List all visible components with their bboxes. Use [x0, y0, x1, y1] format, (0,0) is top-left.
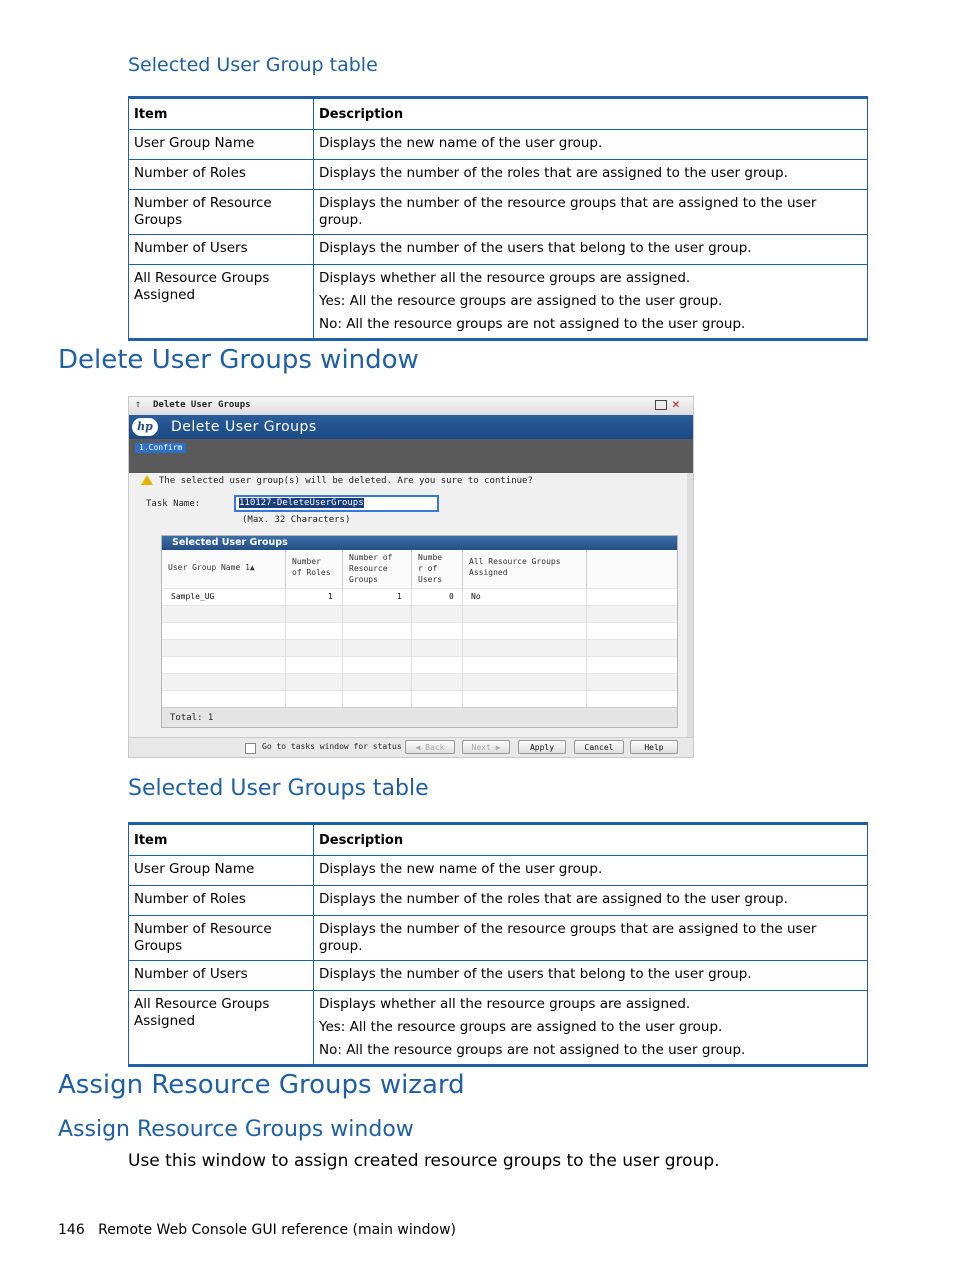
description-line: Displays whether all the resource groups are assigned.: [319, 996, 691, 1012]
table-body: [129, 130, 868, 340]
cell-item: Number of Resource Groups: [129, 190, 314, 235]
cell-description: [314, 886, 868, 916]
collapse-icon[interactable]: ⇑: [135, 399, 142, 410]
section-title-selected-user-groups: Selected User Groups table: [128, 776, 429, 801]
heading-delete-user-groups-window: Delete User Groups window: [58, 345, 419, 375]
description-line: No: All the resource groups are not assigned to the user group.: [319, 1042, 746, 1058]
table-row: [129, 265, 868, 340]
footer-text: Remote Web Console GUI reference (main window): [98, 1222, 457, 1238]
cell-number-of-roles: 1: [328, 592, 333, 601]
page-footer: [58, 1222, 456, 1238]
help-button[interactable]: Help: [630, 740, 678, 754]
table-body: [129, 856, 868, 1066]
column-header-description: Description: [314, 824, 868, 856]
cell-number-of-resource-groups: 1: [397, 592, 402, 601]
cell-item: Number of Users: [129, 961, 314, 991]
cell-number-of-users: 0: [449, 592, 454, 601]
confirm-message: The selected user group(s) will be deleted. Are you sure to continue?: [159, 476, 533, 486]
table-row: [129, 235, 868, 265]
selected-user-group-table: [128, 96, 868, 341]
column-divider: [586, 588, 587, 708]
column-header-description: Description: [314, 98, 868, 130]
table-row: [129, 190, 868, 235]
column-all-resource-groups-assigned[interactable]: All Resource Groups Assigned: [463, 550, 587, 588]
description-line: Displays the new name of the user group.: [319, 135, 603, 151]
description-line: Yes: All the resource groups are assigned to the user group.: [319, 293, 723, 309]
goto-tasks-checkbox[interactable]: [245, 743, 256, 754]
table-row: [162, 656, 677, 673]
column-header-item: Item: [129, 824, 314, 856]
column-divider: [462, 588, 463, 708]
cell-description: [314, 961, 868, 991]
selected-user-groups-table: [128, 822, 868, 1067]
max-characters-hint: (Max. 32 Characters): [242, 515, 351, 525]
table-row[interactable]: [162, 588, 677, 605]
table-row: [129, 916, 868, 961]
window-titlebar: [129, 397, 693, 416]
cell-item: User Group Name: [129, 130, 314, 160]
table-row: [162, 605, 677, 622]
table-row: [162, 690, 677, 707]
description-line: Displays the new name of the user group.: [319, 861, 603, 877]
section-title-selected-user-group: Selected User Group table: [128, 54, 378, 76]
cell-all-assigned: No: [471, 592, 481, 601]
page-number: 146: [58, 1222, 85, 1238]
column-number-of-users[interactable]: Numbe r of Users: [412, 550, 463, 588]
description-line: Displays the number of the resource groups that are assigned to the user group.: [319, 921, 817, 954]
next-button[interactable]: Next ▶: [462, 740, 510, 754]
table-row: [129, 160, 868, 190]
column-user-group-name[interactable]: User Group Name 1▲: [162, 550, 286, 588]
cell-description: [314, 160, 868, 190]
close-icon[interactable]: ✕: [672, 397, 680, 412]
cell-description: [314, 190, 868, 235]
table-row: [129, 961, 868, 991]
cell-item: All Resource Groups Assigned: [129, 265, 314, 340]
table-row: [162, 673, 677, 690]
cell-user-group-name: Sample_UG: [171, 592, 215, 601]
column-empty: [587, 550, 677, 588]
description-line: Displays whether all the resource groups are assigned.: [319, 270, 691, 286]
cell-item: Number of Roles: [129, 160, 314, 190]
column-divider: [342, 588, 343, 708]
table-row: [162, 639, 677, 656]
cell-item: Number of Resource Groups: [129, 916, 314, 961]
table-row: [162, 622, 677, 639]
selected-user-groups-grid: [161, 535, 678, 728]
cancel-button[interactable]: Cancel: [574, 740, 624, 754]
cell-item: All Resource Groups Assigned: [129, 991, 314, 1066]
step-confirm: 1.Confirm: [135, 443, 186, 453]
vertical-scrollbar[interactable]: [687, 473, 694, 737]
delete-user-groups-screenshot: [128, 396, 694, 758]
task-name-label: Task Name:: [146, 499, 201, 509]
column-divider: [285, 588, 286, 708]
total-count: Total: 1: [162, 707, 677, 727]
table-row: [129, 991, 868, 1066]
task-name-value: 110127-DeleteUserGroups: [239, 498, 364, 508]
task-name-input[interactable]: [234, 495, 439, 512]
step-bar: [129, 439, 693, 473]
cell-description: [314, 130, 868, 160]
table-row: [129, 130, 868, 160]
maximize-icon[interactable]: [655, 400, 667, 410]
column-number-of-roles[interactable]: Number of Roles: [286, 550, 343, 588]
window-title: Delete User Groups: [153, 400, 251, 410]
cell-description: [314, 235, 868, 265]
heading-assign-resource-groups-window: Assign Resource Groups window: [58, 1117, 414, 1142]
apply-button[interactable]: Apply: [518, 740, 566, 754]
grid-title: Selected User Groups: [162, 536, 677, 550]
description-line: Yes: All the resource groups are assigned to the user group.: [319, 1019, 723, 1035]
column-header-item: Item: [129, 98, 314, 130]
assign-body-text: Use this window to assign created resource groups to the user group.: [128, 1151, 720, 1171]
description-line: Displays the number of the roles that are assigned to the user group.: [319, 891, 788, 907]
goto-tasks-label: Go to tasks window for status: [262, 742, 402, 751]
description-line: Displays the number of the users that belong to the user group.: [319, 240, 752, 256]
cell-item: Number of Users: [129, 235, 314, 265]
cell-description: [314, 916, 868, 961]
back-button[interactable]: ◀ Back: [405, 740, 455, 754]
table-row: [129, 886, 868, 916]
cell-item: User Group Name: [129, 856, 314, 886]
hp-logo-icon: hp: [132, 418, 158, 436]
cell-description: [314, 991, 868, 1066]
warning-icon: [141, 475, 153, 485]
table-row: [129, 856, 868, 886]
cell-description: [314, 856, 868, 886]
wizard-banner: [129, 415, 693, 439]
column-divider: [411, 588, 412, 708]
column-number-of-resource-groups[interactable]: Number of Resource Groups: [343, 550, 412, 588]
cell-description: [314, 265, 868, 340]
description-line: Displays the number of the resource groups that are assigned to the user group.: [319, 195, 817, 228]
banner-title: Delete User Groups: [171, 419, 317, 435]
description-line: Displays the number of the roles that are assigned to the user group.: [319, 165, 788, 181]
cell-item: Number of Roles: [129, 886, 314, 916]
description-line: No: All the resource groups are not assigned to the user group.: [319, 316, 746, 332]
description-line: Displays the number of the users that belong to the user group.: [319, 966, 752, 982]
heading-assign-resource-groups-wizard: Assign Resource Groups wizard: [58, 1070, 465, 1100]
